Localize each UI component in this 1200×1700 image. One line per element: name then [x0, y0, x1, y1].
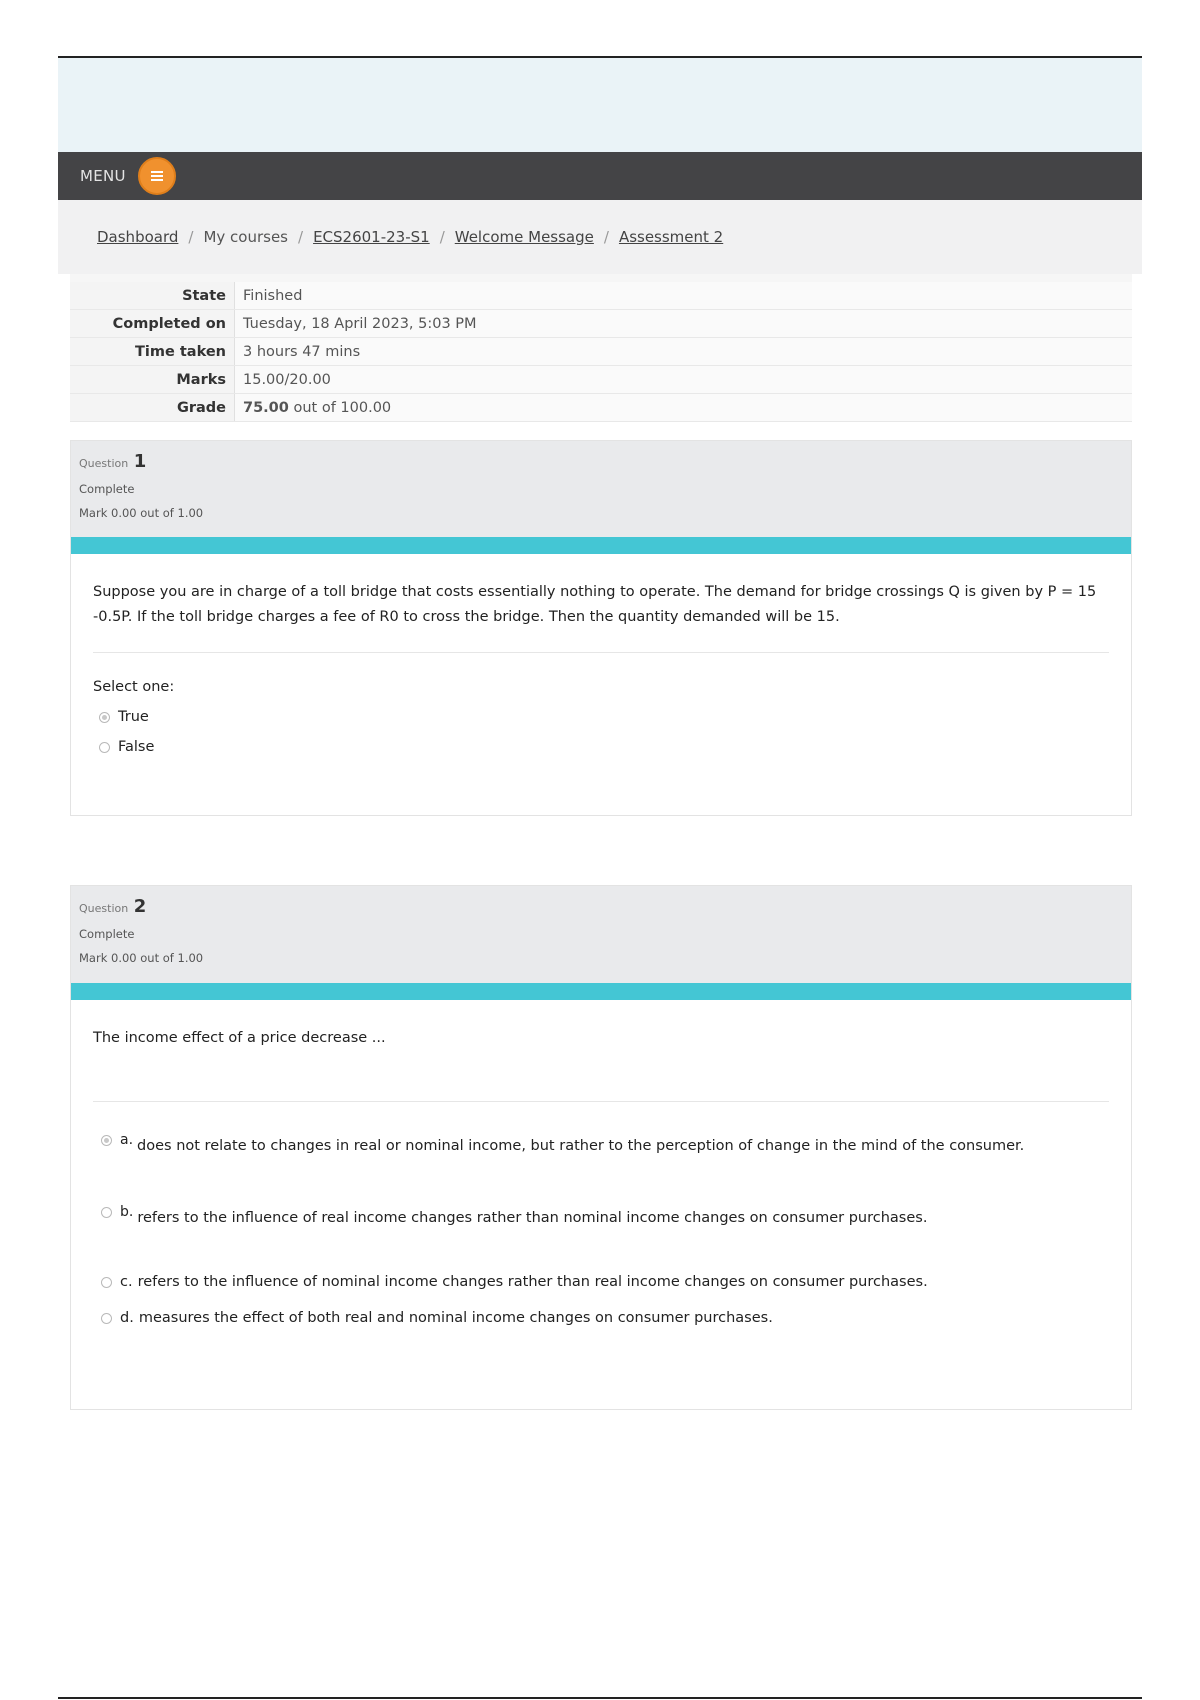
answer-option-b[interactable]: [101, 1204, 1109, 1226]
radio-button[interactable]: [101, 1135, 112, 1146]
grade-value: 75.00: [243, 399, 289, 416]
answer-option-true[interactable]: [99, 709, 1109, 725]
option-letter: c.: [120, 1274, 133, 1290]
option-letter: b.: [120, 1204, 134, 1220]
question-number: Question 1: [79, 451, 147, 472]
radio-button[interactable]: [101, 1277, 112, 1288]
question-state: Complete: [79, 927, 135, 941]
option-letter: a.: [120, 1132, 134, 1148]
breadcrumb-separator: /: [188, 228, 194, 246]
radio-button[interactable]: [101, 1313, 112, 1324]
attempt-summary-table: [70, 282, 1132, 422]
breadcrumb-welcome-message[interactable]: Welcome Message: [454, 228, 594, 246]
breadcrumb: [58, 200, 1142, 274]
question-info: [71, 886, 1131, 983]
question-text: Suppose you are in charge of a toll bridge that costs essentially nothing to operate. The demand for bridge crossings Q is given by P = 15 -0.5P. If the toll bridge charges a fee of R0 to cross the bridge. Then the quantity demanded will be 15.: [93, 584, 1097, 625]
select-one-label: Select one:: [93, 679, 175, 695]
radio-button[interactable]: [99, 712, 110, 723]
summary-label: Marks: [70, 366, 235, 394]
breadcrumb-separator: /: [298, 228, 304, 246]
summary-value: Tuesday, 18 April 2023, 5:03 PM: [235, 310, 1133, 338]
question-content: [71, 554, 1131, 755]
answer-option-a[interactable]: [101, 1132, 1109, 1154]
breadcrumb-dashboard[interactable]: Dashboard: [97, 228, 179, 246]
question-accent-bar: [71, 537, 1131, 554]
summary-value: 15.00/20.00: [235, 366, 1133, 394]
breadcrumb-separator: /: [603, 228, 609, 246]
summary-row-completed: [70, 310, 1132, 338]
divider: [93, 1101, 1109, 1102]
header-banner: [58, 58, 1142, 152]
hamburger-icon: [150, 170, 164, 182]
navbar: [58, 152, 1142, 200]
breadcrumb-course[interactable]: ECS2601-23-S1: [313, 228, 430, 246]
grade-out-of: out of 100.00: [293, 399, 392, 416]
radio-button[interactable]: [99, 742, 110, 753]
question-state: Complete: [79, 482, 135, 496]
summary-label: Completed on: [70, 310, 235, 338]
breadcrumb-my-courses: My courses: [203, 228, 288, 246]
divider: [93, 652, 1109, 653]
summary-row-time-taken: [70, 338, 1132, 366]
option-label: refers to the influence of nominal income changes rather than real income changes on consumer purchases.: [137, 1274, 928, 1290]
summary-label: Grade: [70, 394, 235, 422]
question-accent-bar: [71, 983, 1131, 1000]
option-label: refers to the influence of real income changes rather than nominal income changes on consumer purchases.: [137, 1210, 928, 1226]
summary-row-grade: [70, 394, 1132, 422]
question-number: Question 2: [79, 896, 147, 917]
option-label: True: [118, 709, 149, 725]
question-2: [70, 885, 1132, 1410]
question-content: [71, 1000, 1131, 1326]
breadcrumb-assessment[interactable]: Assessment 2: [618, 228, 724, 246]
breadcrumb-separator: /: [439, 228, 445, 246]
summary-label: Time taken: [70, 338, 235, 366]
answer-option-false[interactable]: [99, 739, 1109, 755]
question-text: The income effect of a price decrease ...: [93, 1030, 386, 1046]
answer-option-d[interactable]: [101, 1310, 1109, 1326]
option-label: False: [118, 739, 155, 755]
summary-row-marks: [70, 366, 1132, 394]
summary-row-state: [70, 282, 1132, 310]
summary-value: 3 hours 47 mins: [235, 338, 1133, 366]
summary-value: [235, 394, 1133, 422]
radio-button[interactable]: [101, 1207, 112, 1218]
menu-label[interactable]: MENU: [80, 167, 126, 185]
summary-value: Finished: [235, 282, 1133, 310]
summary-label: State: [70, 282, 235, 310]
question-mark: Mark 0.00 out of 1.00: [79, 951, 204, 965]
answer-option-c[interactable]: [101, 1274, 1109, 1290]
page-bottom-rule: [58, 1697, 1142, 1699]
question-mark: Mark 0.00 out of 1.00: [79, 506, 204, 520]
option-letter: d.: [120, 1310, 134, 1326]
option-label: does not relate to changes in real or nominal income, but rather to the perception of change in the mind of the consumer.: [137, 1138, 1025, 1154]
site-header: [58, 58, 1142, 274]
question-1: [70, 440, 1132, 816]
option-label: measures the effect of both real and nominal income changes on consumer purchases.: [138, 1310, 773, 1326]
menu-button[interactable]: [138, 157, 176, 195]
question-info: [71, 441, 1131, 537]
